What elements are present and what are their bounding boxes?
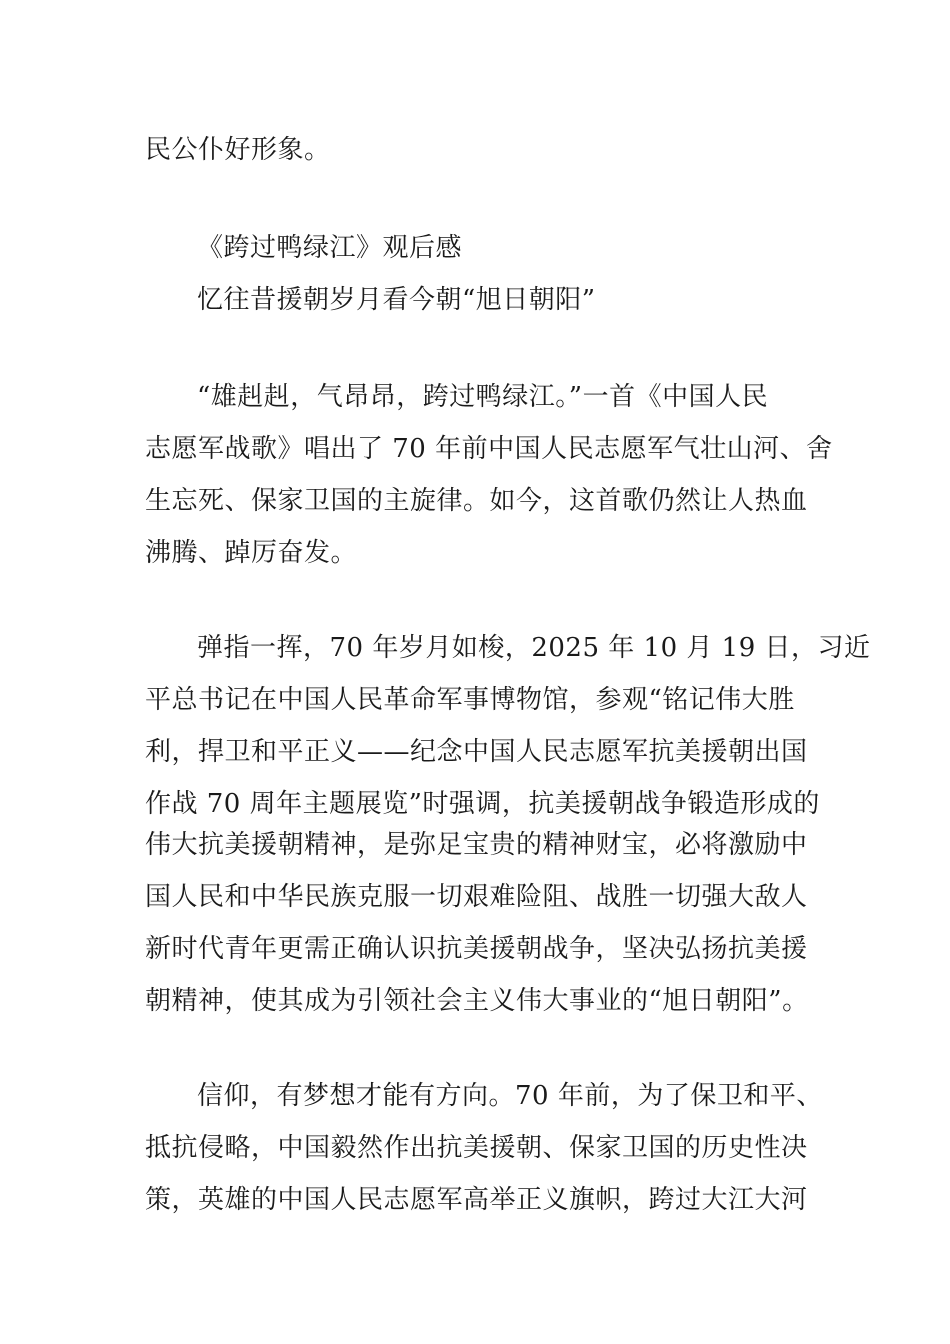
paragraph-line: 朝精神，使其成为引领社会主义伟大事业的“旭日朝阳”。 <box>145 986 809 1016</box>
paragraph-line: 弹指一挥，70 年岁月如梭，2025 年 10 月 19 日，习近 <box>197 633 871 663</box>
paragraph-line: 沸腾、踔厉奋发。 <box>145 538 358 568</box>
paragraph-line: 国人民和中华民族克服一切艰难险阻、战胜一切强大敌人 <box>145 882 808 912</box>
paragraph-line: 作战 70 周年主题展览”时强调，抗美援朝战争锻造形成的 <box>145 789 820 819</box>
paragraph-line: 伟大抗美援朝精神，是弥足宝贵的精神财宝，必将激励中 <box>145 830 808 860</box>
document-subtitle: 忆往昔援朝岁月看今朝“旭日朝阳” <box>197 285 596 315</box>
paragraph-line: 志愿军战歌》唱出了 70 年前中国人民志愿军气壮山河、舍 <box>145 434 833 464</box>
paragraph-line: 抵抗侵略，中国毅然作出抗美援朝、保家卫国的历史性决 <box>145 1133 808 1163</box>
paragraph-line: 策，英雄的中国人民志愿军高举正义旗帜，跨过大江大河 <box>145 1185 808 1215</box>
paragraph-line: “雄赳赳，气昂昂，跨过鸭绿江。”一首《中国人民 <box>197 382 769 412</box>
paragraph-line: 新时代青年更需正确认识抗美援朝战争，坚决弘扬抗美援 <box>145 934 808 964</box>
continuation-text: 民公仆好形象。 <box>145 135 331 165</box>
paragraph-line: 利，捍卫和平正义——纪念中国人民志愿军抗美援朝出国 <box>145 737 808 767</box>
document-title: 《跨过鸭绿江》观后感 <box>197 233 463 263</box>
paragraph-line: 信仰，有梦想才能有方向。70 年前，为了保卫和平、 <box>197 1081 823 1111</box>
paragraph-line: 生忘死、保家卫国的主旋律。如今，这首歌仍然让人热血 <box>145 486 808 516</box>
paragraph-line: 平总书记在中国人民革命军事博物馆，参观“铭记伟大胜 <box>145 685 795 715</box>
